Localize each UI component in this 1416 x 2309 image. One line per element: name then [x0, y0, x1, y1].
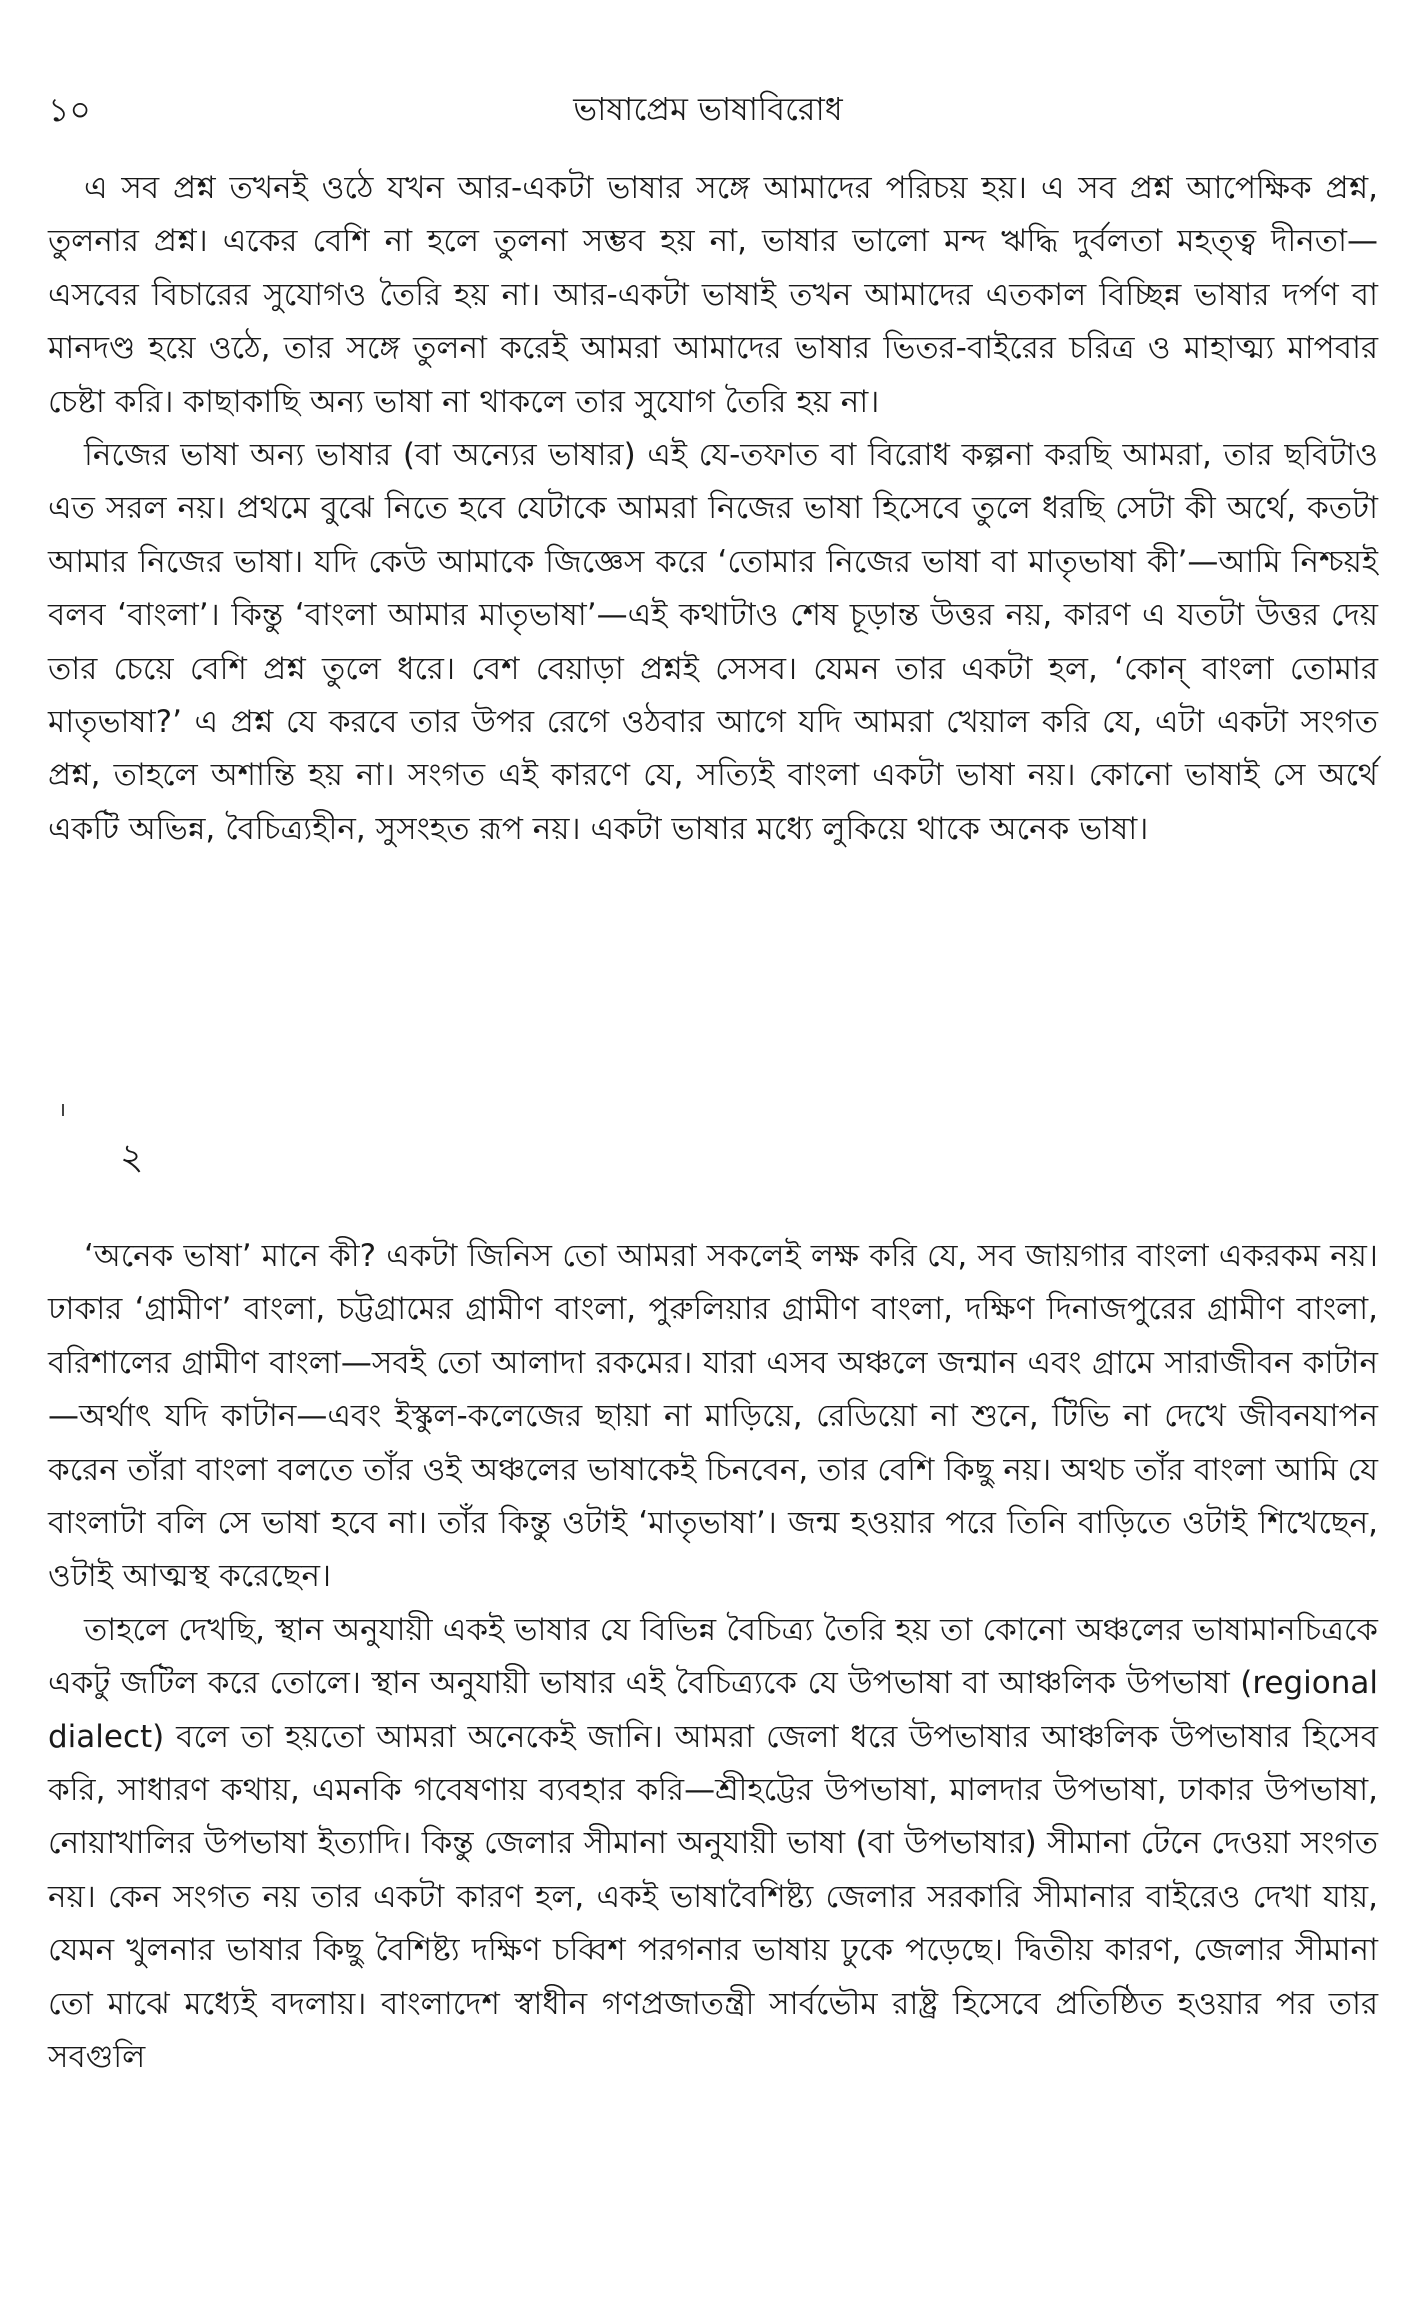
paragraph: এ সব প্রশ্ন তখনই ওঠে যখন আর-একটা ভাষার সঙ্গে আমাদের পরিচয় হয়। এ সব প্রশ্ন আপেক্ষিক প্রশ্ন, তুলনার প্রশ্ন। একের বেশি না হলে তুলনা সম্ভব হয় না, ভাষার ভালো মন্দ ঋদ্ধি দুর্বলতা মহত্ত্ব দীনতা—এসবের বিচারের সুযোগও তৈরি হয় না। আর-একটা ভাষাই তখন আমাদের এতকাল বিচ্ছিন্ন ভাষার দর্পণ বা মানদণ্ড হয়ে ওঠে, তার সঙ্গে তুলনা করেই আমরা আমাদের ভাষার ভিতর-বাইরের চরিত্র ও মাহাত্ম্য মাপবার চেষ্টা করি। কাছাকাছি অন্য ভাষা না থাকলে তার সুযোগ তৈরি হয় না। — [48, 170, 1378, 420]
section-number: ২ — [120, 1137, 144, 1178]
scan-mark — [62, 1104, 64, 1116]
paragraph: নিজের ভাষা অন্য ভাষার (বা অন্যের ভাষার) এই যে-তফাত বা বিরোধ কল্পনা করছি আমরা, তার ছবিটাও এত সরল নয়। প্রথমে বুঝে নিতে হবে যেটাকে আমরা নিজের ভাষা হিসেবে তুলে ধরছি সেটা কী অর্থে, কতটা আমার নিজের ভাষা। যদি কেউ আমাকে জিজ্ঞেস করে ‘তোমার নিজের ভাষা বা মাতৃভাষা কী’—আমি নিশ্চয়ই বলব ‘বাংলা’। কিন্তু ‘বাংলা আমার মাতৃভাষা’—এই কথাটাও শেষ চূড়ান্ত উত্তর নয়, কারণ এ যতটা উত্তর দেয় তার চেয়ে বেশি প্রশ্ন তুলে ধরে। বেশ বেয়াড়া প্রশ্নই সেসব। যেমন তার একটা হল, ‘কোন্ বাংলা তোমার মাতৃভাষা?’ এ প্রশ্ন যে করবে তার উপর রেগে ওঠবার আগে যদি আমরা খেয়াল করি যে, এটা একটা সংগত প্রশ্ন, তাহলে অশান্তি হয় না। সংগত এই কারণে যে, সত্যিই বাংলা একটা ভাষা নয়। কোনো ভাষাই সে অর্থে একটি অভিন্ন, বৈচিত্র্যহীন, সুসংহত রূপ নয়। একটা ভাষার মধ্যে লুকিয়ে থাকে অনেক ভাষা। — [48, 437, 1378, 847]
section-2-body — [48, 1230, 1378, 2085]
page-header — [48, 84, 1368, 132]
running-head: ভাষাপ্রেম ভাষাবিরোধ — [573, 90, 843, 128]
paragraph: ‘অনেক ভাষা’ মানে কী? একটা জিনিস তো আমরা সকলেই লক্ষ করি যে, সব জায়গার বাংলা একরকম নয়। ঢাকার ‘গ্রামীণ’ বাংলা, চট্টগ্রামের গ্রামীণ বাংলা, পুরুলিয়ার গ্রামীণ বাংলা, দক্ষিণ দিনাজপুরের গ্রামীণ বাংলা, বরিশালের গ্রামীণ বাংলা—সবই তো আলাদা রকমের। যারা এসব অঞ্চলে জন্মান এবং গ্রামে সারাজীবন কাটান—অর্থাৎ যদি কাটান—এবং ইস্কুল-কলেজের ছায়া না মাড়িয়ে, রেডিয়ো না শুনে, টিভি না দেখে জীবনযাপন করেন তাঁরা বাংলা বলতে তাঁর ওই অঞ্চলের ভাষাকেই চিনবেন, তার বেশি কিছু নয়। অথচ তাঁর বাংলা আমি যে বাংলাটা বলি সে ভাষা হবে না। তাঁর কিন্তু ওটাই ‘মাতৃভাষা’। জন্ম হওয়ার পরে তিনি বাড়িতে ওটাই শিখেছেন, ওটাই আত্মস্থ করেছেন। — [48, 1238, 1378, 1595]
paragraph: তাহলে দেখছি, স্থান অনুযায়ী একই ভাষার যে বিভিন্ন বৈচিত্র্য তৈরি হয় তা কোনো অঞ্চলের ভাষামানচিত্রকে একটু জটিল করে তোলে। স্থান অনুযায়ী ভাষার এই বৈচিত্র্যকে যে উপভাষা বা আঞ্চলিক উপভাষা (regional dialect) বলে তা হয়তো আমরা অনেকেই জানি। আমরা জেলা ধরে উপভাষার আঞ্চলিক উপভাষার হিসেব করি, সাধারণ কথায়, এমনকি গবেষণায় ব্যবহার করি—শ্রীহট্টের উপভাষা, মালদার উপভাষা, ঢাকার উপভাষা, নোয়াখালির উপভাষা ইত্যাদি। কিন্তু জেলার সীমানা অনুযায়ী ভাষা (বা উপভাষার) সীমানা টেনে দেওয়া সংগত নয়। কেন সংগত নয় তার একটা কারণ হল, একই ভাষাবৈশিষ্ট্য জেলার সরকারি সীমানার বাইরেও দেখা যায়, যেমন খুলনার ভাষার কিছু বৈশিষ্ট্য দক্ষিণ চব্বিশ পরগনার ভাষায় ঢুকে পড়েছে। দ্বিতীয় কারণ, জেলার সীমানা তো মাঝে মধ্যেই বদলায়। বাংলাদেশ স্বাধীন গণপ্রজাতন্ত্রী সার্বভৌম রাষ্ট্র হিসেবে প্রতিষ্ঠিত হওয়ার পর তার সবগুলি — [48, 1611, 1378, 2076]
section-1-body — [48, 162, 1378, 856]
page-number: ১০ — [48, 90, 91, 129]
